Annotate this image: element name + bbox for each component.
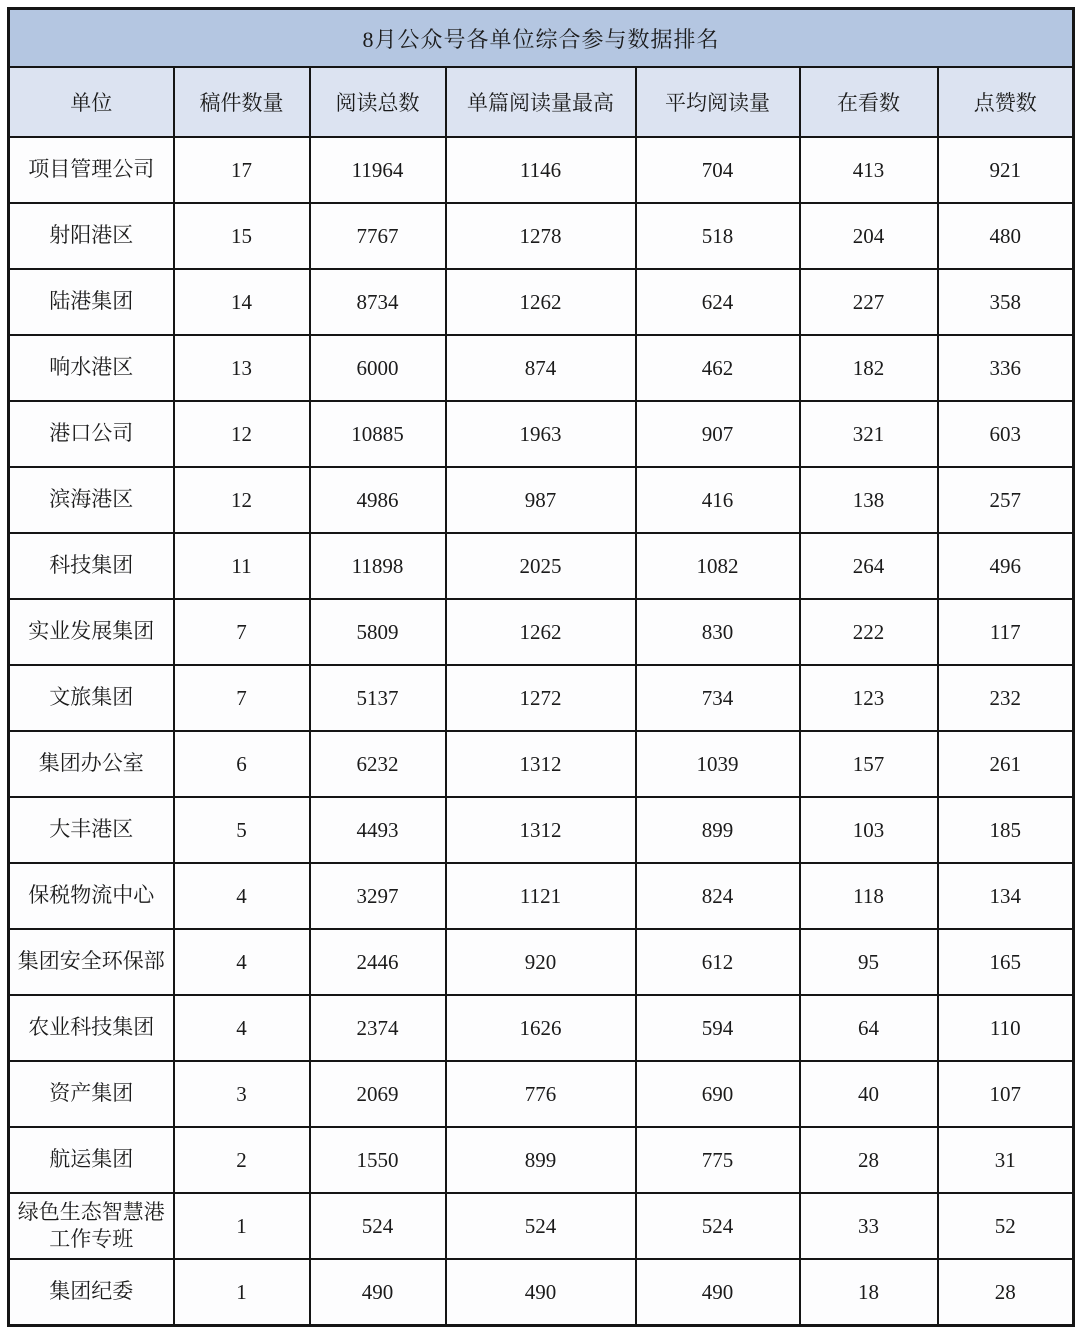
value-cell: 413 <box>800 137 938 203</box>
value-cell: 28 <box>938 1259 1074 1326</box>
value-cell: 612 <box>636 929 800 995</box>
value-cell: 321 <box>800 401 938 467</box>
column-header: 单篇阅读量最高 <box>446 67 636 137</box>
table-row <box>9 995 1074 1061</box>
value-cell: 830 <box>636 599 800 665</box>
value-cell: 776 <box>446 1061 636 1127</box>
ranking-table <box>7 7 1075 1327</box>
value-cell: 624 <box>636 269 800 335</box>
value-cell: 257 <box>938 467 1074 533</box>
value-cell: 1272 <box>446 665 636 731</box>
value-cell: 5809 <box>310 599 446 665</box>
value-cell: 264 <box>800 533 938 599</box>
unit-cell: 科技集团 <box>9 533 174 599</box>
value-cell: 182 <box>800 335 938 401</box>
unit-cell: 陆港集团 <box>9 269 174 335</box>
value-cell: 17 <box>174 137 310 203</box>
value-cell: 1963 <box>446 401 636 467</box>
value-cell: 5137 <box>310 665 446 731</box>
value-cell: 10885 <box>310 401 446 467</box>
column-header: 平均阅读量 <box>636 67 800 137</box>
table-row <box>9 731 1074 797</box>
table-title: 8月公众号各单位综合参与数据排名 <box>9 9 1074 68</box>
value-cell: 11964 <box>310 137 446 203</box>
value-cell: 110 <box>938 995 1074 1061</box>
value-cell: 31 <box>938 1127 1074 1193</box>
value-cell: 123 <box>800 665 938 731</box>
value-cell: 899 <box>446 1127 636 1193</box>
value-cell: 5 <box>174 797 310 863</box>
value-cell: 899 <box>636 797 800 863</box>
value-cell: 490 <box>446 1259 636 1326</box>
column-header: 点赞数 <box>938 67 1074 137</box>
column-header: 稿件数量 <box>174 67 310 137</box>
value-cell: 4 <box>174 995 310 1061</box>
value-cell: 490 <box>636 1259 800 1326</box>
value-cell: 261 <box>938 731 1074 797</box>
table-row <box>9 269 1074 335</box>
value-cell: 33 <box>800 1193 938 1259</box>
column-header: 在看数 <box>800 67 938 137</box>
value-cell: 12 <box>174 401 310 467</box>
table-row <box>9 1259 1074 1326</box>
value-cell: 2374 <box>310 995 446 1061</box>
value-cell: 15 <box>174 203 310 269</box>
value-cell: 134 <box>938 863 1074 929</box>
table-row <box>9 137 1074 203</box>
value-cell: 1626 <box>446 995 636 1061</box>
value-cell: 690 <box>636 1061 800 1127</box>
unit-cell: 大丰港区 <box>9 797 174 863</box>
value-cell: 7767 <box>310 203 446 269</box>
unit-cell: 文旅集团 <box>9 665 174 731</box>
unit-cell: 集团办公室 <box>9 731 174 797</box>
value-cell: 524 <box>636 1193 800 1259</box>
value-cell: 1039 <box>636 731 800 797</box>
table-row <box>9 203 1074 269</box>
value-cell: 336 <box>938 335 1074 401</box>
value-cell: 117 <box>938 599 1074 665</box>
table-row <box>9 797 1074 863</box>
unit-cell: 集团纪委 <box>9 1259 174 1326</box>
value-cell: 1121 <box>446 863 636 929</box>
value-cell: 95 <box>800 929 938 995</box>
table-row <box>9 335 1074 401</box>
table-title-row <box>9 9 1074 68</box>
value-cell: 4986 <box>310 467 446 533</box>
unit-cell: 港口公司 <box>9 401 174 467</box>
value-cell: 18 <box>800 1259 938 1326</box>
value-cell: 480 <box>938 203 1074 269</box>
unit-cell: 农业科技集团 <box>9 995 174 1061</box>
value-cell: 3297 <box>310 863 446 929</box>
value-cell: 775 <box>636 1127 800 1193</box>
column-header-row <box>9 67 1074 137</box>
value-cell: 524 <box>446 1193 636 1259</box>
value-cell: 496 <box>938 533 1074 599</box>
value-cell: 594 <box>636 995 800 1061</box>
value-cell: 874 <box>446 335 636 401</box>
value-cell: 1 <box>174 1193 310 1259</box>
value-cell: 227 <box>800 269 938 335</box>
value-cell: 1262 <box>446 269 636 335</box>
value-cell: 603 <box>938 401 1074 467</box>
value-cell: 40 <box>800 1061 938 1127</box>
value-cell: 1 <box>174 1259 310 1326</box>
value-cell: 907 <box>636 401 800 467</box>
table-row <box>9 665 1074 731</box>
table-row <box>9 1193 1074 1259</box>
value-cell: 107 <box>938 1061 1074 1127</box>
value-cell: 118 <box>800 863 938 929</box>
value-cell: 2 <box>174 1127 310 1193</box>
unit-cell: 集团安全环保部 <box>9 929 174 995</box>
value-cell: 1082 <box>636 533 800 599</box>
value-cell: 185 <box>938 797 1074 863</box>
value-cell: 7 <box>174 665 310 731</box>
value-cell: 52 <box>938 1193 1074 1259</box>
value-cell: 138 <box>800 467 938 533</box>
value-cell: 222 <box>800 599 938 665</box>
unit-cell: 资产集团 <box>9 1061 174 1127</box>
value-cell: 12 <box>174 467 310 533</box>
value-cell: 462 <box>636 335 800 401</box>
value-cell: 28 <box>800 1127 938 1193</box>
unit-cell: 项目管理公司 <box>9 137 174 203</box>
value-cell: 358 <box>938 269 1074 335</box>
value-cell: 13 <box>174 335 310 401</box>
value-cell: 14 <box>174 269 310 335</box>
value-cell: 6000 <box>310 335 446 401</box>
value-cell: 1262 <box>446 599 636 665</box>
value-cell: 524 <box>310 1193 446 1259</box>
value-cell: 7 <box>174 599 310 665</box>
value-cell: 824 <box>636 863 800 929</box>
table-row <box>9 863 1074 929</box>
value-cell: 518 <box>636 203 800 269</box>
value-cell: 987 <box>446 467 636 533</box>
value-cell: 1146 <box>446 137 636 203</box>
value-cell: 6232 <box>310 731 446 797</box>
value-cell: 704 <box>636 137 800 203</box>
unit-cell: 射阳港区 <box>9 203 174 269</box>
table-row <box>9 1127 1074 1193</box>
value-cell: 1278 <box>446 203 636 269</box>
value-cell: 157 <box>800 731 938 797</box>
value-cell: 416 <box>636 467 800 533</box>
value-cell: 921 <box>938 137 1074 203</box>
unit-cell: 响水港区 <box>9 335 174 401</box>
table-row <box>9 929 1074 995</box>
value-cell: 11 <box>174 533 310 599</box>
value-cell: 103 <box>800 797 938 863</box>
value-cell: 920 <box>446 929 636 995</box>
unit-cell: 保税物流中心 <box>9 863 174 929</box>
column-header: 阅读总数 <box>310 67 446 137</box>
value-cell: 3 <box>174 1061 310 1127</box>
value-cell: 1312 <box>446 731 636 797</box>
value-cell: 4493 <box>310 797 446 863</box>
value-cell: 1312 <box>446 797 636 863</box>
value-cell: 490 <box>310 1259 446 1326</box>
value-cell: 165 <box>938 929 1074 995</box>
value-cell: 4 <box>174 929 310 995</box>
unit-cell: 航运集团 <box>9 1127 174 1193</box>
value-cell: 734 <box>636 665 800 731</box>
value-cell: 8734 <box>310 269 446 335</box>
value-cell: 2069 <box>310 1061 446 1127</box>
value-cell: 204 <box>800 203 938 269</box>
value-cell: 6 <box>174 731 310 797</box>
unit-cell: 实业发展集团 <box>9 599 174 665</box>
table-body <box>9 137 1074 1326</box>
value-cell: 4 <box>174 863 310 929</box>
table-row <box>9 467 1074 533</box>
value-cell: 11898 <box>310 533 446 599</box>
value-cell: 64 <box>800 995 938 1061</box>
value-cell: 232 <box>938 665 1074 731</box>
column-header: 单位 <box>9 67 174 137</box>
unit-cell: 滨海港区 <box>9 467 174 533</box>
table-row <box>9 599 1074 665</box>
table-row <box>9 533 1074 599</box>
table-row <box>9 401 1074 467</box>
value-cell: 1550 <box>310 1127 446 1193</box>
value-cell: 2025 <box>446 533 636 599</box>
value-cell: 2446 <box>310 929 446 995</box>
unit-cell: 绿色生态智慧港工作专班 <box>9 1193 174 1259</box>
table-row <box>9 1061 1074 1127</box>
